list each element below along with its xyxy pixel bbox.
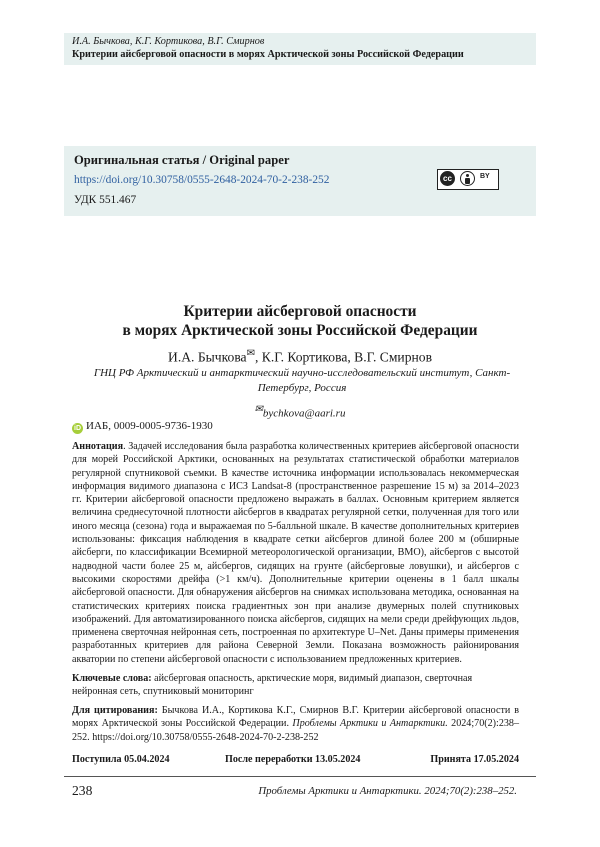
article-title-line-2: в морях Арктической зоны Российской Федерации: [122, 322, 478, 339]
cc-icon: cc: [440, 171, 455, 186]
abstract-text: . Задачей исследования была разработка количественных критериев айсберговой опасности для морей Российской Арктики, основанных на результатах статистической обработки материалов регулярной спутниковой съемки. В качестве источника информации использовалась некоммерческая информация видимого диапазона с ИСЗ Landsat-8 (пространственное разрешение 15 м) за 2014–2023 гг. Критерии айсберговой опасности предложено выражать в баллах. Основным критерием является величина среднесуточной плотности айсбергов в квадратах регулярной сетки, полученная для того или иного месяца (сезона) года и выражаемая по 5-балльной шкале. В качестве дополнительных критериев использованы: фиксация наблюдения в квадрате сетки айсбергов длиной более 200 м (обширные айсберги, по классификации Всемирной метеорологической организации, ВМО), айсбергов с высотой надводной части более 25 м, айсбергов, сидящих на грунте (айсберговые ловушки), и айсбергов с высокими скоростями дрейфа (>1 км/ч). Дополнительные критерии оценены в 1 балл шкалы айсберговой опасности. Для обнаружения айсбергов на снимках использована методика, основанная на статистических критериях поиска градиентных зон при анализе двумерных полей спутниковых изображений. Для автоматизированного поиска айсбергов, сидящих на мели среди дрейфующих льдов, применена сверточная нейронная сеть, построенная по архитектуре U–Net. Даны примеры применения разработанных критериев для района Северной Земли. Показана возможность районирования акватории по степени айсберговой опасности с использованием предложенных критериев.: [72, 441, 519, 665]
cc-by-license-badge[interactable]: [437, 169, 499, 190]
citation: [72, 704, 519, 744]
corresponding-email: [64, 404, 536, 420]
attribution-icon: [460, 171, 475, 186]
keywords-label: Ключевые слова:: [72, 673, 152, 684]
keywords: [72, 672, 519, 699]
abstract: [72, 440, 519, 666]
running-header-title: Критерии айсберговой опасности в морях Арктической зоны Российской Федерации: [72, 49, 464, 60]
article-authors: [64, 348, 536, 366]
article-title: [64, 302, 536, 340]
footer-journal: [258, 785, 517, 797]
orcid-id: ИАБ, 0009-0005-9736-1930: [86, 420, 213, 432]
citation-text-doi: 2024;70(2):238–252. https://doi.org/10.30758/0555-2648-2024-70-2-238-252: [72, 718, 520, 743]
footer-journal-issue: 2024;70(2):238–252.: [421, 785, 517, 797]
envelope-icon: ✉: [254, 404, 263, 415]
footer-divider: [64, 776, 536, 777]
page-number: 238: [72, 783, 93, 798]
date-revised: После переработки 13.05.2024: [225, 754, 361, 765]
citation-journal: Проблемы Арктики и Антарктики.: [292, 718, 448, 730]
orcid-icon[interactable]: iD: [74, 425, 81, 432]
article-title-line-1: Критерии айсберговой опасности: [183, 303, 417, 320]
footer-journal-name: Проблемы Арктики и Антарктики.: [258, 785, 422, 797]
doi-link[interactable]: https://doi.org/10.30758/0555-2648-2024-70-2-238-252: [74, 174, 330, 186]
email-link[interactable]: bychkova@aari.ru: [262, 407, 346, 420]
paper-type: Оригинальная статья / Original paper: [74, 153, 290, 167]
udk-code: УДК 551.467: [74, 194, 137, 206]
envelope-icon: ✉: [246, 348, 255, 359]
date-accepted: Принята 17.05.2024: [430, 754, 519, 765]
citation-text: Бычкова И.А., Кортикова К.Г., Смирнов В.Г. Критерии айсберговой опасности в морях Арктической зоны Российской Федерации.: [72, 705, 520, 730]
co-authors: , К.Г. Кортикова, В.Г. Смирнов: [254, 349, 432, 365]
affiliation: ГНЦ РФ Арктический и антарктический научно-исследовательский институт, Санкт-Петербург, Россия: [93, 367, 511, 394]
abstract-label: Аннотация: [72, 441, 124, 452]
running-header-authors: И.А. Бычкова, К.Г. Кортикова, В.Г. Смирнов: [72, 36, 265, 47]
orcid-line: [72, 420, 213, 434]
date-received: Поступила 05.04.2024: [72, 754, 170, 765]
license-by-label: BY: [480, 173, 490, 180]
citation-label: Для цитирования:: [72, 705, 158, 716]
keywords-text: айсберговая опасность, арктические моря, видимый диапазон, сверточная нейронная сеть, спутниковый мониторинг: [72, 673, 473, 698]
author-bychkova: И.А. Бычкова: [168, 349, 247, 365]
